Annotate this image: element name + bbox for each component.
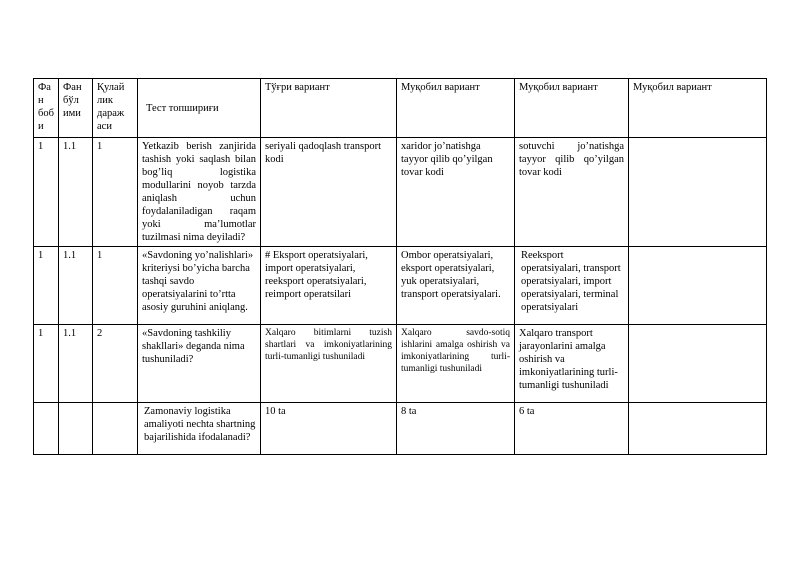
table-row <box>34 247 767 325</box>
cell-muqobil-3 <box>629 403 767 455</box>
cell-togri: 10 ta <box>261 403 397 455</box>
table-row <box>34 325 767 403</box>
cell-togri: seriyali qadoqlash transport kodi <box>261 138 397 247</box>
cell-muqobil-2: sotuvchi jo’natishga tayyor qilib qo’yilgan tovar kodi <box>515 138 629 247</box>
cell-muqobil-3 <box>629 138 767 247</box>
cell-savol: «Savdoning yo’nalishlari» kriteriysi bo’yicha barcha tashqi savdo operatsiyalarini to’rtta asosiy guruhini aniqlang. <box>138 247 261 325</box>
cell-muqobil-3 <box>629 325 767 403</box>
cell-muqobil-1: Xalqaro savdo-sotiq ishlarini amalga oshirish va imkoniyatlarining turli-tumanligi tushuniladi <box>397 325 515 403</box>
table-row <box>34 403 767 455</box>
header-daraja: Қулай лик дараж аси <box>93 79 138 138</box>
cell-savol: Zamonaviy logistika amaliyoti nechta shartning bajarilishida ifodalanadi? <box>138 403 261 455</box>
header-togri: Тўғри вариант <box>261 79 397 138</box>
cell-bob <box>34 403 59 455</box>
header-muqobil-3: Муқобил вариант <box>629 79 767 138</box>
cell-daraja: 2 <box>93 325 138 403</box>
cell-muqobil-1: xaridor jo’natishga tayyor qilib qo’yilgan tovar kodi <box>397 138 515 247</box>
table-header-row <box>34 79 767 138</box>
cell-bulim <box>59 403 93 455</box>
header-savol: Тест топшириғи <box>138 79 261 138</box>
cell-savol: «Savdoning tashkiliy shakllari» deganda nima tushuniladi? <box>138 325 261 403</box>
header-muqobil-2: Муқобил вариант <box>515 79 629 138</box>
cell-muqobil-2: Reeksport operatsiyalari, transport operatsiyalari, import operatsiyalari, terminal operatsiyalari <box>515 247 629 325</box>
cell-muqobil-2: 6 ta <box>515 403 629 455</box>
cell-bulim: 1.1 <box>59 138 93 247</box>
cell-muqobil-1: Ombor operatsiyalari, eksport operatsiyalari, yuk operatsiyalari, transport operatsiyalari. <box>397 247 515 325</box>
cell-bob: 1 <box>34 138 59 247</box>
cell-bulim: 1.1 <box>59 247 93 325</box>
cell-savol: Yetkazib berish zanjirida tashish yoki saqlash bilan bog’liq logistika modullarini noyob tarzda aniqlash uchun foydalaniladigan raqam yoki ma’lumotlar tuzilmasi nima deyiladi? <box>138 138 261 247</box>
cell-daraja: 1 <box>93 138 138 247</box>
cell-muqobil-3 <box>629 247 767 325</box>
cell-muqobil-1: 8 ta <box>397 403 515 455</box>
cell-muqobil-2: Xalqaro transport jarayonlarini amalga oshirish va imkoniyatlarining turli-tumanligi tushuniladi <box>515 325 629 403</box>
test-questions-table <box>33 78 767 455</box>
cell-togri: Xalqaro bitimlarni tuzish shartlari va imkoniyatlarining turli-tumanligi tushuniladi <box>261 325 397 403</box>
cell-daraja: 1 <box>93 247 138 325</box>
cell-bob: 1 <box>34 325 59 403</box>
cell-daraja <box>93 403 138 455</box>
cell-bulim: 1.1 <box>59 325 93 403</box>
cell-bob: 1 <box>34 247 59 325</box>
header-bob: Фа н боб и <box>34 79 59 138</box>
header-muqobil-1: Муқобил вариант <box>397 79 515 138</box>
table-row <box>34 138 767 247</box>
header-bulim: Фан бўл ими <box>59 79 93 138</box>
cell-togri: # Eksport operatsiyalari, import operatsiyalari, reeksport operatsiyalari, reimport operatsilari <box>261 247 397 325</box>
